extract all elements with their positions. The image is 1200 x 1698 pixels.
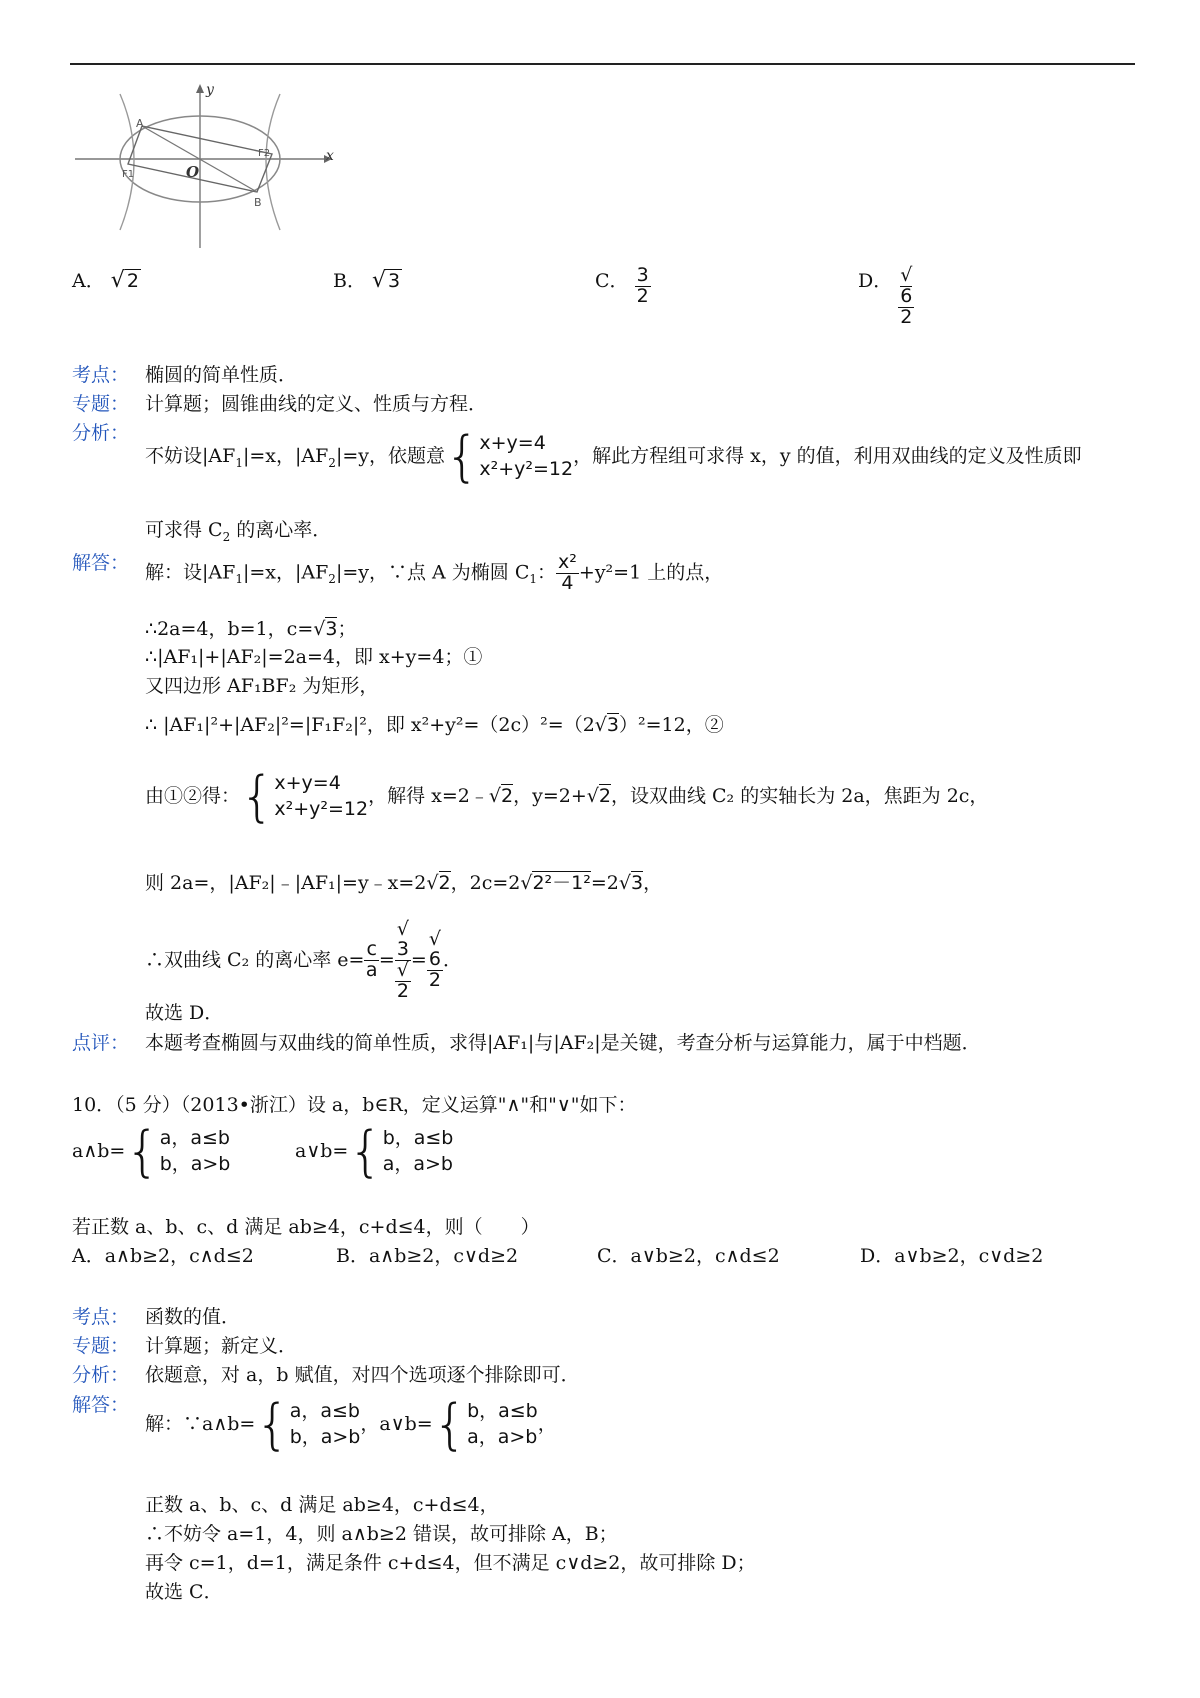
q9-fenxi-sys1: x+y=4 (479, 432, 546, 455)
q9-option-b: B． √ 3 (333, 268, 401, 293)
q10-jieda-line2: 正数 a、b、c、d 满足 ab≥4，c+d≤4， (145, 1494, 499, 1516)
q9-option-a-value: 2 (126, 270, 139, 292)
q9-label-jieda: 解答： (72, 552, 130, 574)
q9-label-dianping: 点评： (72, 1032, 130, 1054)
q9-frac-den: 4 (561, 571, 574, 594)
q9-jieda-line1: 解：设$|AF_1|=x$，$|AF_2|=y$，∵点 A 为椭圆 $C_1$： $\frac{\text{x²}}{4}$ +y²=1 上的点， (145, 551, 724, 594)
q9-dianping: 本题考查椭圆与双曲线的简单性质，求得|AF₁|与|AF₂|是关键，考查分析与运算能力，属于中档题． (145, 1032, 981, 1054)
q9-jieda-line9: 故选 D． (145, 1002, 224, 1024)
q9-option-d-den: 2 (900, 305, 913, 328)
fig-label-x: x (326, 148, 334, 164)
q10-option-d: D．a∨b≥2，c∨d≥2 (860, 1245, 1044, 1267)
q9-option-d: D． √ 6 2 (858, 264, 913, 328)
q9-option-c: C． $\frac{3}{2}$ (595, 264, 649, 307)
q9-jieda-line4: 又四边形 AF₁BF₂ 为矩形， (145, 675, 379, 697)
q10-label-zhuanti: 专题： (72, 1335, 130, 1357)
fig-label-f2: F2 (258, 148, 271, 159)
q10-zhuanti: 计算题；新定义． (145, 1335, 298, 1357)
q10-fenxi: 依题意，对 a，b 赋值，对四个选项逐个排除即可． (145, 1364, 580, 1386)
q9-option-a: A． √ 2 (72, 268, 139, 293)
q9-fenxi-sys2: x²+y²=12 (479, 458, 574, 480)
q10-option-b: B．a∧b≥2，c∨d≥2 (336, 1245, 519, 1267)
q10-label-kaodian: 考点： (72, 1306, 130, 1328)
q9-frac-num: x² (558, 551, 577, 573)
q10-label-fenxi: 分析： (72, 1364, 130, 1386)
fig-label-f1: F1 (122, 169, 135, 180)
q9-jieda-line8: ∴双曲线 C₂ 的离心率 e= $\frac{c}{a}$ = √ 3 √ 2 = √ 6 2 ． (145, 918, 462, 1002)
q9-jieda-line3: ∴|AF₁|+|AF₂|=2a=4，即 x+y=4；① (145, 646, 483, 668)
q9-option-c-num: 3 (636, 264, 649, 286)
q9-option-b-value: 3 (388, 270, 401, 292)
q10-option-c: C．a∨b≥2，c∧d≤2 (597, 1245, 780, 1267)
q9-option-c-den: 2 (636, 284, 649, 307)
q10-option-a: A．a∧b≥2，c∧d≤2 (72, 1245, 254, 1267)
q10-title: 10．（5 分）（2013•浙江）设 a，b∈R，定义运算"∧"和"∨"如下： (72, 1094, 637, 1116)
q10-def-or: a∨b={b，a≤b a，a>b (295, 1120, 454, 1183)
q9-fenxi-line1: 不妨设$|AF_1|=x$，$|AF_2|=y$，依题意{x+y=4 x²+y²=12，解此方程组可求得 x，y 的值，利用双曲线的定义及性质即 (145, 425, 1082, 488)
q10-label-jieda: 解答： (72, 1394, 130, 1416)
q10-jieda-line5: 故选 C． (145, 1581, 223, 1603)
q10-condition: 若正数 a、b、c、d 满足 ab≥4，c+d≤4，则（ ） (72, 1216, 540, 1238)
q10-jieda-line1: 解：∵a∧b={a，a≤b b，a>b，a∨b={b，a≤b a，a>b， (145, 1393, 557, 1456)
q9-label-fenxi: 分析： (72, 422, 130, 444)
q10-def-and: a∧b={a，a≤b b，a>b (72, 1120, 231, 1183)
fig-label-y: y (206, 82, 214, 98)
q9-fenxi-line2: 可求得 $C_2$ 的离心率． (145, 519, 332, 544)
top-rule (70, 63, 1135, 65)
q10-jieda-line3: ∴不妨令 a=1，4，则 a∧b≥2 错误，故可排除 A，B； (145, 1523, 618, 1545)
q9-label-zhuanti: 专题： (72, 393, 130, 415)
q9-jieda-line2: ∴2a=4，b=1，c=√3； (145, 618, 357, 640)
q10-jieda-line4: 再令 c=1，d=1，满足条件 c+d≤4，但不满足 c∨d≥2，故可排除 D； (145, 1552, 756, 1574)
fig-label-a: A (136, 117, 144, 130)
fig-label-origin: O (186, 163, 200, 181)
q9-jieda-line6: 由①②得：{x+y=4 x²+y²=12，解得 x=2﹣√2，y=2+√2，设双曲线 C₂ 的实轴长为 2a，焦距为 2c， (145, 765, 989, 828)
fig-label-b: B (254, 196, 262, 209)
q9-label-kaodian: 考点： (72, 364, 130, 386)
ellipse-hyperbola-figure (70, 80, 370, 250)
q10-kaodian: 函数的值． (145, 1306, 241, 1328)
q9-option-d-num: 6 (900, 284, 913, 307)
q9-zhuanti: 计算题；圆锥曲线的定义、性质与方程． (145, 393, 488, 415)
q9-jieda-line7: 则 2a=，|AF₂|﹣|AF₁|=y﹣x=2√2，2c=2√2²－1²=2√3， (145, 872, 663, 894)
q9-jieda-line5: ∴ |AF₁|²+|AF₂|²=|F₁F₂|²，即 x²+y²=（2c）²=（2√3）²=12，② (145, 714, 724, 736)
q9-kaodian: 椭圆的简单性质． (145, 364, 298, 386)
